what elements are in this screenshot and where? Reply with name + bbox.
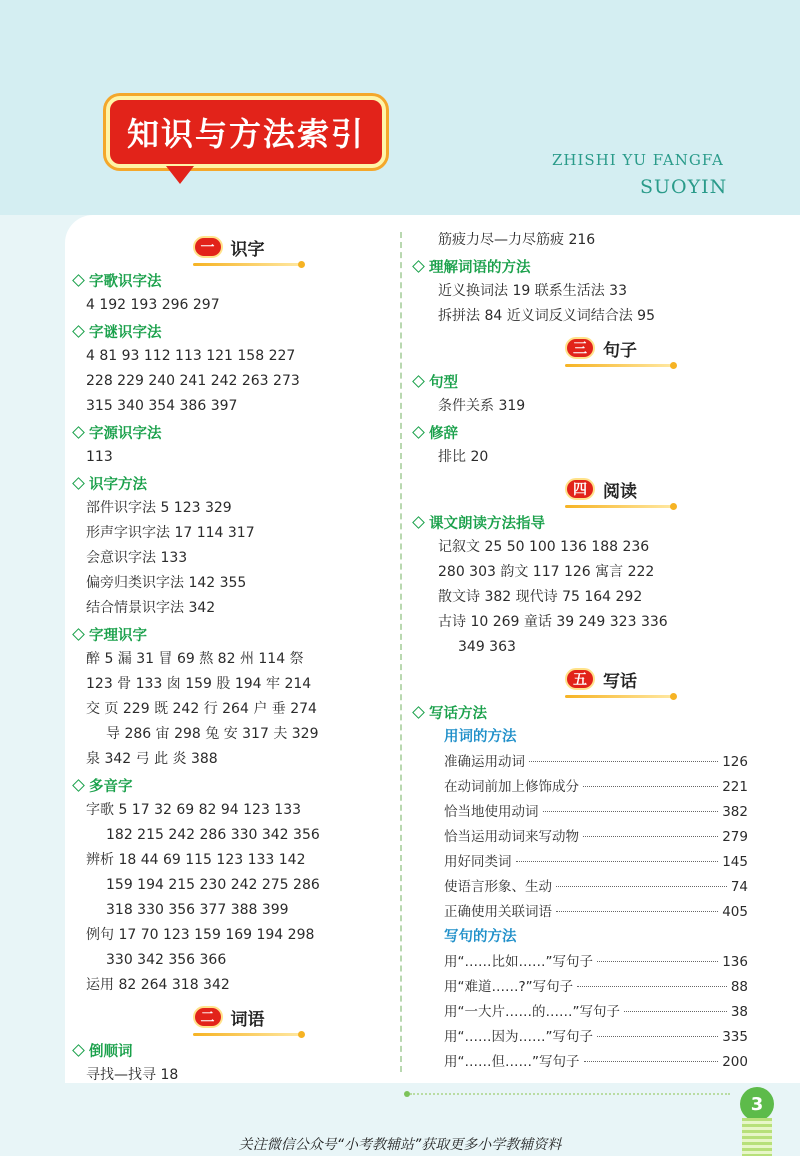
index-entry: 偏旁归类识字法 142 355: [86, 575, 247, 591]
section-badge: [193, 235, 273, 260]
index-entry: 182 215 242 286 330 342 356: [106, 827, 320, 843]
section-number: 四: [565, 478, 595, 500]
toc-label: 用“难道……?”写句子: [444, 979, 574, 995]
category-label: 多音字: [89, 779, 133, 795]
category-label: 句型: [429, 375, 458, 391]
index-entry: 例句 17 70 123 159 169 194 298: [86, 927, 315, 943]
page-title-badge: [106, 96, 386, 168]
section-heading: [410, 662, 800, 696]
category-label: 字理识字: [89, 628, 147, 644]
title-pinyin-line2: SUOYIN: [640, 176, 728, 198]
section-heading: [70, 230, 395, 264]
diamond-icon: [412, 260, 425, 273]
section-title: 词语: [230, 1009, 265, 1030]
index-entry: 古诗 10 269 童话 39 249 323 336: [438, 614, 668, 630]
diamond-icon: [72, 274, 85, 287]
index-entry: 拆拼法 84 近义词反义词结合法 95: [438, 308, 655, 324]
category-label: 字源识字法: [89, 426, 162, 442]
decorative-dots: [410, 1093, 730, 1096]
category-heading: [70, 773, 395, 798]
category-heading: [410, 254, 800, 279]
toc-label: 用“……因为……”写句子: [444, 1029, 593, 1045]
index-entry: 形声字识字法 17 114 317: [86, 525, 255, 541]
index-entry: 结合情景识字法 342: [86, 600, 216, 616]
index-entry: 113: [86, 449, 113, 465]
toc-page: 88: [730, 979, 748, 995]
section-underline: [565, 695, 675, 698]
page-title: 知识与方法索引: [126, 115, 365, 153]
category-heading: [410, 700, 800, 725]
toc-label: 准确运用动词: [444, 754, 525, 770]
section-badge: [565, 477, 645, 502]
index-entry: 记叙文 25 50 100 136 188 236: [438, 539, 650, 555]
toc-leader: [584, 1061, 719, 1062]
index-entry: 228 229 240 241 242 263 273: [86, 373, 300, 389]
section-number: 三: [565, 337, 595, 359]
toc-leader: [556, 911, 718, 912]
toc-row: [410, 775, 748, 800]
toc-page: 126: [722, 754, 748, 770]
toc-page: 136: [722, 954, 748, 970]
index-entry: 醉 5 漏 31 冒 69 熬 82 州 114 祭: [86, 651, 304, 667]
diamond-icon: [72, 779, 85, 792]
toc-page: 145: [722, 854, 748, 870]
index-entry: 318 330 356 377 388 399: [106, 902, 289, 918]
section-title: 阅读: [603, 481, 637, 502]
index-entry: 导 286 宙 298 兔 安 317 夫 329: [106, 726, 319, 742]
toc-row: [410, 1050, 748, 1075]
column-divider: [400, 232, 402, 1072]
toc-row: [410, 825, 748, 850]
index-entry: 散文诗 382 现代诗 75 164 292: [438, 589, 643, 605]
toc-leader: [624, 1011, 727, 1012]
index-entry: 330 342 356 366: [106, 952, 227, 968]
toc-label: 正确使用关联词语: [444, 904, 552, 920]
diamond-icon: [72, 477, 85, 490]
index-entry: 123 骨 133 囱 159 股 194 牢 214: [86, 676, 312, 692]
toc-label: 恰当地使用动词: [444, 804, 539, 820]
toc-row: [410, 850, 748, 875]
index-entry: 运用 82 264 318 342: [86, 977, 230, 993]
toc-row: [410, 1025, 748, 1050]
section-title: 识字: [230, 239, 265, 260]
toc-leader: [597, 1036, 718, 1037]
category-label: 课文朗读方法指导: [429, 516, 545, 532]
index-entry: 159 194 215 230 242 275 286: [106, 877, 320, 893]
category-heading: [70, 471, 395, 496]
index-entry: 349 363: [458, 639, 516, 655]
index-entry: 寻找—找寻 18: [86, 1067, 179, 1083]
section-heading: [410, 331, 800, 365]
index-entry: 4 192 193 296 297: [86, 297, 220, 313]
index-entry: 交 页 229 既 242 行 264 户 垂 274: [86, 701, 317, 717]
section-underline: [193, 263, 303, 266]
toc-leader: [529, 761, 718, 762]
toc-page: 221: [722, 779, 748, 795]
toc-label: 用好同类词: [444, 854, 512, 870]
section-underline: [565, 364, 675, 367]
toc-label: 用“……比如……”写句子: [444, 954, 593, 970]
section-title: 句子: [603, 340, 637, 361]
index-entry: 4 81 93 112 113 121 158 227: [86, 348, 296, 364]
category-label: 字谜识字法: [89, 325, 162, 341]
category-heading: [410, 369, 800, 394]
toc-leader: [516, 861, 719, 862]
diamond-icon: [72, 1044, 85, 1057]
toc-label: 用“……但……”写句子: [444, 1054, 580, 1070]
category-label: 识字方法: [89, 477, 147, 493]
category-heading: [70, 268, 395, 293]
toc-page: 74: [730, 879, 748, 895]
index-entry: 条件关系 319: [438, 398, 526, 414]
index-entry: 280 303 韵文 117 126 寓言 222: [438, 564, 655, 580]
diamond-icon: [412, 426, 425, 439]
diamond-icon: [72, 325, 85, 338]
toc-row: [410, 900, 748, 925]
section-heading: [70, 1000, 395, 1034]
category-heading: [70, 622, 395, 647]
toc-label: 用“一大片……的……”写句子: [444, 1004, 620, 1020]
index-entry: 排比 20: [438, 449, 489, 465]
section-underline: [193, 1033, 303, 1036]
toc-leader: [556, 886, 727, 887]
toc-row: [410, 975, 748, 1000]
section-number: 一: [193, 236, 223, 258]
left-column: [70, 228, 395, 1088]
category-label: 修辞: [429, 426, 458, 442]
diamond-icon: [412, 516, 425, 529]
category-heading: [410, 420, 800, 445]
section-badge: [193, 1005, 273, 1030]
diamond-icon: [412, 375, 425, 388]
diamond-icon: [412, 706, 425, 719]
index-entry: 泉 342 弓 此 炎 388: [86, 751, 218, 767]
category-label: 理解词语的方法: [429, 260, 531, 276]
subsection-heading: 写句的方法: [444, 929, 517, 945]
toc-label: 恰当运用动词来写动物: [444, 829, 579, 845]
right-column: [410, 228, 800, 1075]
toc-leader: [583, 786, 718, 787]
category-heading: [410, 510, 800, 535]
title-pinyin-line1: ZHISHI YU FANGFA: [552, 151, 724, 169]
section-number: 五: [565, 668, 595, 690]
toc-page: 38: [730, 1004, 748, 1020]
section-badge: [565, 336, 645, 361]
index-entry: 近义换词法 19 联系生活法 33: [438, 283, 627, 299]
toc-label: 在动词前加上修饰成分: [444, 779, 579, 795]
footer-note: 关注微信公众号“小考教辅站”获取更多小学教辅资料: [238, 1137, 562, 1153]
toc-row: [410, 875, 748, 900]
index-entry: 字歌 5 17 32 69 82 94 123 133: [86, 802, 302, 818]
toc-row: [410, 950, 748, 975]
section-title: 写话: [603, 671, 637, 692]
section-badge: [565, 667, 645, 692]
toc-page: 405: [722, 904, 748, 920]
toc-leader: [543, 811, 719, 812]
index-entry: 315 340 354 386 397: [86, 398, 238, 414]
section-heading: [410, 472, 800, 506]
toc-leader: [577, 986, 727, 987]
toc-row: [410, 1000, 748, 1025]
index-entry: 部件识字法 5 123 329: [86, 500, 232, 516]
index-entry: 辨析 18 44 69 115 123 133 142: [86, 852, 306, 868]
toc-leader: [583, 836, 718, 837]
subsection-heading: 用词的方法: [444, 729, 517, 745]
toc-page: 279: [722, 829, 748, 845]
category-heading: [70, 420, 395, 445]
category-label: 倒顺词: [89, 1044, 133, 1060]
section-number: 二: [193, 1006, 223, 1028]
category-heading: [70, 1038, 395, 1063]
page-number: 3: [740, 1087, 774, 1121]
toc-row: [410, 750, 748, 775]
toc-row: [410, 800, 748, 825]
index-entry: 会意识字法 133: [86, 550, 188, 566]
toc-page: 335: [722, 1029, 748, 1045]
index-entry: 筋疲力尽—力尽筋疲 216: [438, 232, 596, 248]
section-underline: [565, 505, 675, 508]
category-label: 字歌识字法: [89, 274, 162, 290]
toc-label: 使语言形象、生动: [444, 879, 552, 895]
toc-page: 382: [722, 804, 748, 820]
toc-page: 200: [722, 1054, 748, 1070]
toc-leader: [597, 961, 718, 962]
category-heading: [70, 319, 395, 344]
diamond-icon: [72, 426, 85, 439]
category-label: 写话方法: [429, 706, 487, 722]
diamond-icon: [72, 628, 85, 641]
